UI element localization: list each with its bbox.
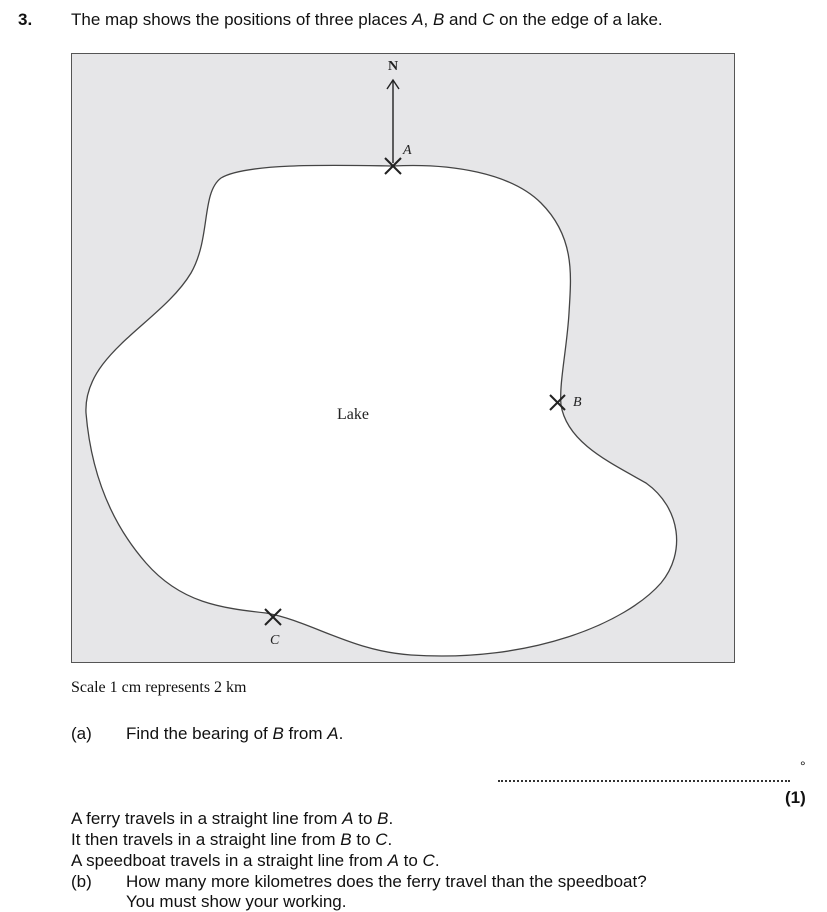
- degree-symbol: °: [800, 758, 806, 774]
- point-a-label: A: [403, 143, 412, 158]
- part-a-label: (a): [71, 724, 92, 743]
- point-c-label: C: [270, 633, 280, 648]
- ferry-info-line-2: It then travels in a straight line from B to C.: [71, 830, 393, 849]
- part-b-question: How many more kilometres does the ferry travel than the speedboat?: [126, 872, 647, 891]
- part-a-marks: (1): [785, 788, 806, 807]
- speedboat-info-line: A speedboat travels in a straight line from A to C.: [71, 851, 440, 870]
- question-number: 3.: [18, 10, 33, 29]
- ferry-info-line-1: A ferry travels in a straight line from A to B.: [71, 809, 394, 828]
- part-a-answer-line[interactable]: [498, 770, 790, 782]
- part-a-question: Find the bearing of B from A.: [126, 724, 344, 743]
- question-stem: The map shows the positions of three places A, B and C on the edge of a lake.: [71, 10, 663, 29]
- part-b-cut-off-line: You must show your working.: [126, 892, 347, 911]
- north-label: N: [387, 59, 399, 74]
- point-b-label: B: [573, 395, 582, 410]
- part-b-label: (b): [71, 872, 92, 891]
- scale-text: Scale 1 cm represents 2 km: [71, 679, 247, 696]
- lake-label: Lake: [337, 406, 369, 423]
- lake-map: [71, 53, 736, 664]
